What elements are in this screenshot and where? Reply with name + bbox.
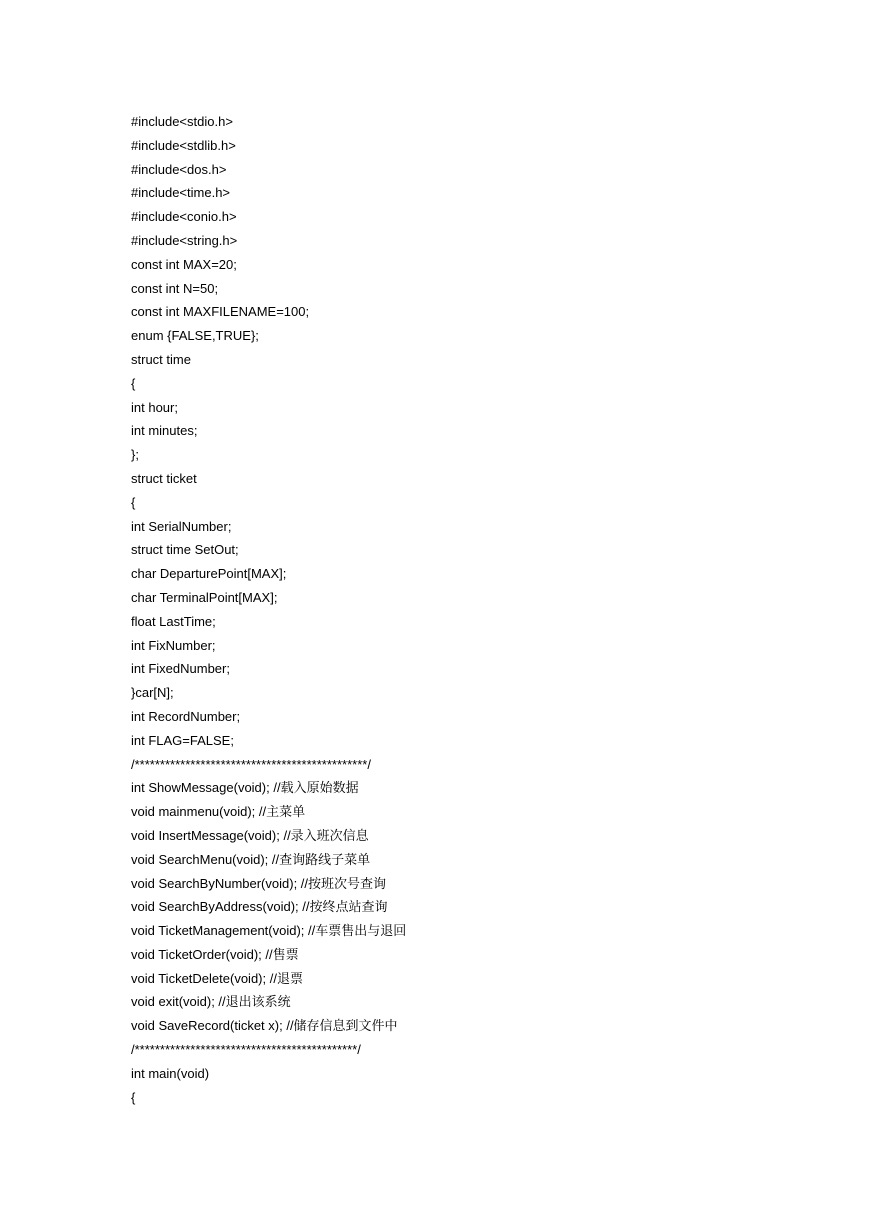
code-line: /**********************************************/ <box>131 756 371 772</box>
code-line: struct time <box>131 351 191 367</box>
code-line: void mainmenu(void); //主菜单 <box>131 804 306 820</box>
code-line: void TicketManagement(void); //车票售出与退回 <box>131 923 407 939</box>
code-line: int FLAG=FALSE; <box>131 732 234 748</box>
code-line: const int MAX=20; <box>131 256 237 272</box>
code-line: int minutes; <box>131 423 198 439</box>
code-line: enum {FALSE,TRUE}; <box>131 328 259 344</box>
code-line: const int MAXFILENAME=100; <box>131 304 310 320</box>
code-line: int hour; <box>131 399 178 415</box>
code-line: int SerialNumber; <box>131 518 232 534</box>
code-line: int FixNumber; <box>131 637 216 653</box>
code-line: }car[N]; <box>131 685 174 701</box>
code-line: }; <box>131 447 139 463</box>
code-line: #include<stdlib.h> <box>131 137 236 153</box>
code-line: char DeparturePoint[MAX]; <box>131 566 287 582</box>
code-line: void exit(void); //退出该系统 <box>131 994 291 1010</box>
code-line: #include<string.h> <box>131 232 238 248</box>
code-line: void TicketDelete(void); //退票 <box>131 970 303 986</box>
code-line: #include<time.h> <box>131 185 231 201</box>
code-line: void InsertMessage(void); //录入班次信息 <box>131 827 369 843</box>
code-line: void SearchMenu(void); //查询路线子菜单 <box>131 851 371 867</box>
code-line: #include<stdio.h> <box>131 114 233 129</box>
code-line: { <box>131 494 136 510</box>
code-line: /********************************************/ <box>131 1042 361 1058</box>
code-line: int FixedNumber; <box>131 661 230 677</box>
code-line: int RecordNumber; <box>131 708 241 724</box>
code-line: struct time SetOut; <box>131 542 239 558</box>
code-line: #include<dos.h> <box>131 161 227 177</box>
code-line: const int N=50; <box>131 280 219 296</box>
code-line: char TerminalPoint[MAX]; <box>131 589 278 605</box>
code-line: void SearchByNumber(void); //按班次号查询 <box>131 875 387 891</box>
code-line: { <box>131 375 136 391</box>
code-line: #include<conio.h> <box>131 209 237 225</box>
code-listing <box>131 110 831 1109</box>
code-line: void SaveRecord(ticket x); //储存信息到文件中 <box>131 1018 398 1034</box>
code-line: void TicketOrder(void); //售票 <box>131 946 299 962</box>
code-line: int ShowMessage(void); //载入原始数据 <box>131 780 359 796</box>
code-line: { <box>131 1089 136 1105</box>
code-line: void SearchByAddress(void); //按终点站查询 <box>131 899 388 915</box>
code-line: int main(void) <box>131 1065 210 1081</box>
code-line: struct ticket <box>131 470 197 486</box>
code-line: float LastTime; <box>131 613 216 629</box>
